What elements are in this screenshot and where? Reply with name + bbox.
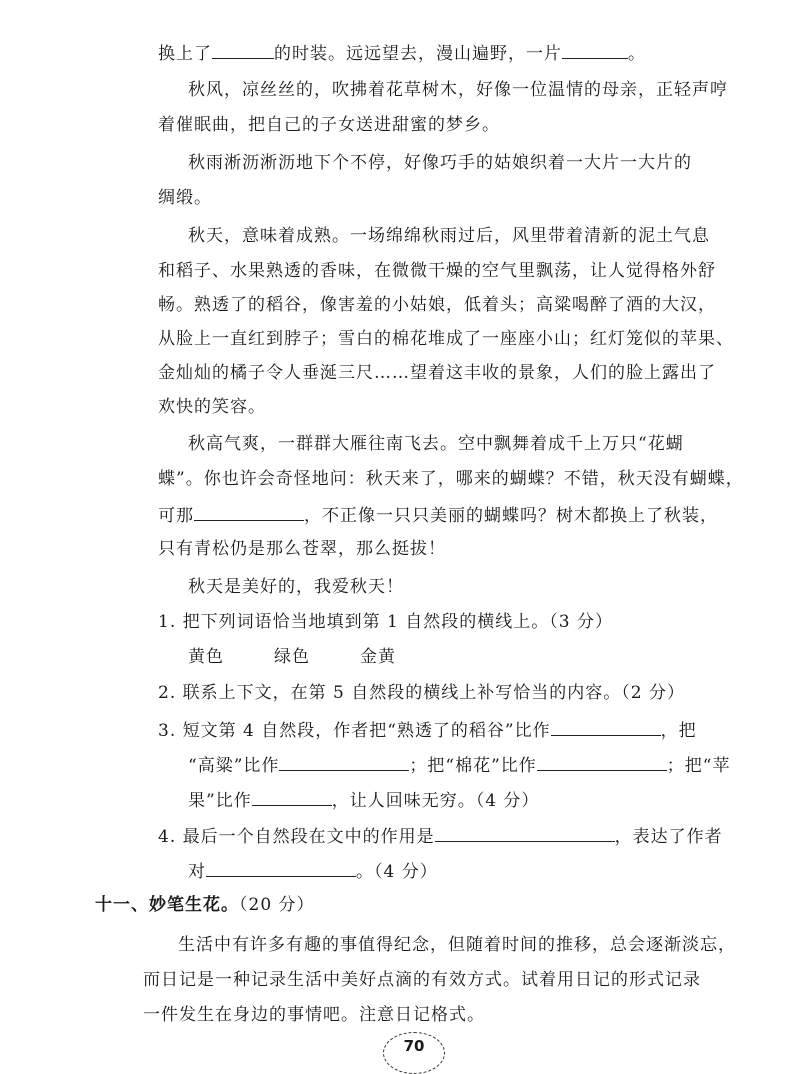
section-score: （20 分） [239, 895, 315, 915]
section-11-line-3: 一件发生在身边的事情吧。注意日记格式。 [143, 1005, 485, 1025]
text-span: 换上了 [158, 44, 212, 64]
word-option: 绿色 [274, 647, 310, 667]
text-span: ，让人回味无穷。（4 分） [331, 791, 540, 811]
section-11-line-2: 而日记是一种记录生活中美好点滴的有效方式。试着用日记的形式记录 [143, 970, 701, 990]
paragraph-5-line-2: 蝶”。你也许会奇怪地问：秋天来了，哪来的蝴蝶？不错，秋天没有蝴蝶， [158, 469, 744, 489]
paragraph-3-line-2: 绸缎。 [158, 188, 212, 208]
text-span: 可那 [158, 506, 194, 526]
text-span: ，表达了作者 [614, 827, 723, 847]
question-1-word-bank [188, 645, 396, 669]
blank-line[interactable] [551, 717, 661, 736]
text-span: 3. 短文第 4 自然段，作者把“熟透了的稻谷”比作 [158, 721, 551, 741]
question-1: 1. 把下列词语恰当地填到第 1 自然段的横线上。（3 分） [158, 612, 613, 632]
blank-line[interactable] [435, 823, 615, 842]
text-span: ；把“棉花”比作 [409, 756, 537, 776]
paragraph-1-line [158, 40, 646, 66]
paragraph-5-line-4: 只有青松仍是那么苍翠，那么挺拔！ [158, 539, 446, 559]
text-span: ；把“苹 [666, 756, 731, 776]
section-11-heading [95, 893, 315, 917]
paragraph-4-line-6: 欢快的笑容。 [158, 397, 266, 417]
text-span: “高粱”比作 [188, 756, 280, 776]
text-span: 。 [628, 44, 646, 64]
blank-line[interactable] [562, 40, 628, 59]
paragraph-4-line-4: 从脸上一直红到脖子；雪白的棉花堆成了一座座小山；红灯笼似的苹果、 [158, 329, 734, 349]
blank-line[interactable] [279, 752, 409, 771]
text-span: 4. 最后一个自然段在文中的作用是 [158, 827, 435, 847]
paragraph-4-line-5: 金灿灿的橘子令人垂涎三尺……望着这丰收的景象，人们的脸上露出了 [158, 363, 716, 383]
paragraph-4-line-1: 秋天，意味着成熟。一场绵绵秋雨过后，风里带着清新的泥土气息 [188, 226, 710, 246]
blank-line[interactable] [537, 752, 667, 771]
paragraph-6-line-1: 秋天是美好的，我爱秋天！ [188, 577, 404, 597]
text-span: 果”比作 [188, 791, 252, 811]
question-3-line-1 [158, 717, 697, 743]
section-11-line-1: 生活中有许多有趣的事值得纪念，但随着时间的推移，总会逐渐淡忘， [178, 935, 736, 955]
section-title: 十一、妙笔生花。 [95, 895, 239, 915]
word-option: 黄色 [188, 647, 224, 667]
text-span: 的时装。远远望去，漫山遍野，一片 [274, 44, 562, 64]
paragraph-2-line-1: 秋风，凉丝丝的，吹拂着花草树木，好像一位温情的母亲，正轻声哼 [188, 80, 728, 100]
question-3-line-2 [188, 752, 730, 778]
text-span: ，不正像一只只美丽的蝴蝶吗？树木都换上了秋装， [304, 506, 718, 526]
paragraph-3-line-1: 秋雨淅沥淅沥地下个不停，好像巧手的姑娘织着一大片一大片的 [188, 153, 692, 173]
paragraph-5-line-3 [158, 502, 718, 528]
text-span: 对 [188, 862, 206, 882]
word-option: 金黄 [360, 647, 396, 667]
blank-line[interactable] [252, 787, 332, 806]
blank-line[interactable] [206, 858, 356, 877]
paragraph-2-line-2: 着催眠曲，把自己的子女送进甜蜜的梦乡。 [158, 115, 500, 135]
question-2: 2. 联系上下文，在第 5 自然段的横线上补写恰当的内容。（2 分） [158, 683, 685, 703]
paragraph-4-line-3: 畅。熟透了的稻谷，像害羞的小姑娘，低着头；高粱喝醉了酒的大汉， [158, 295, 716, 315]
question-4-line-1 [158, 823, 723, 849]
text-span: ，把 [660, 721, 697, 741]
blank-line[interactable] [212, 40, 274, 59]
paragraph-5-line-1: 秋高气爽，一群群大雁往南飞去。空中飘舞着成千上万只“花蝴 [188, 434, 684, 454]
question-4-line-2 [188, 858, 438, 884]
question-3-line-3 [188, 787, 539, 813]
blank-line[interactable] [194, 502, 304, 521]
page-number: 70 [383, 1032, 445, 1074]
text-span: 。（4 分） [356, 862, 438, 882]
paragraph-4-line-2: 和稻子、水果熟透的香味，在微微干燥的空气里飘荡，让人觉得格外舒 [158, 261, 716, 281]
